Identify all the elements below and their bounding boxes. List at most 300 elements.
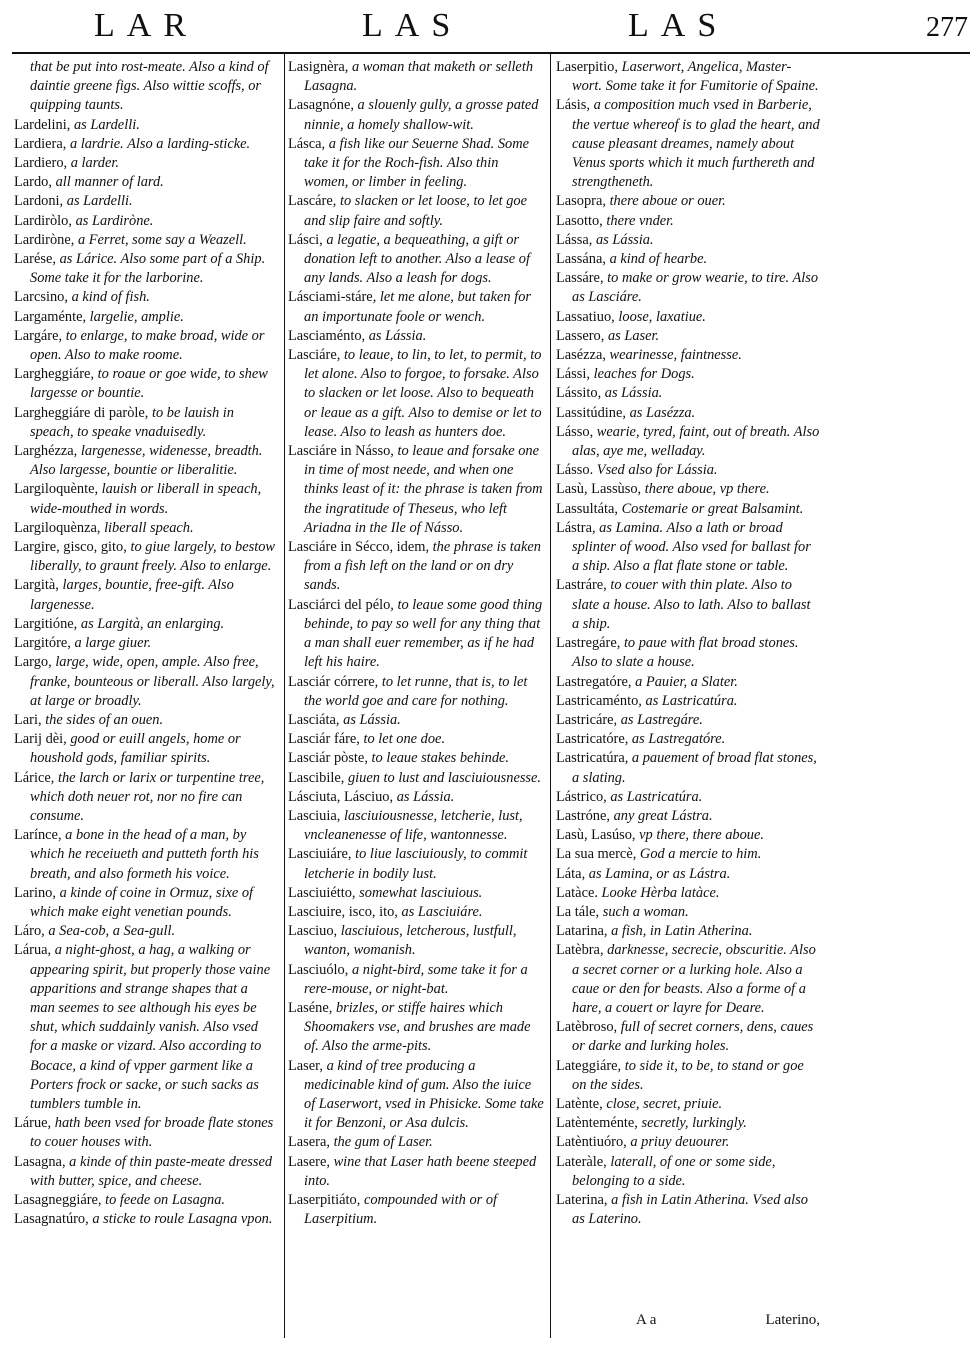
headword: La sua mercè, [556, 846, 637, 863]
headword: Lasciáre in Násso, [288, 443, 394, 460]
definition: as Lássia. [595, 231, 654, 248]
dictionary-entry [288, 769, 544, 788]
dictionary-entry [556, 308, 820, 327]
dictionary-entry [556, 500, 820, 519]
headword: Lasopra, [556, 193, 606, 210]
dictionary-entry [14, 327, 276, 365]
dictionary-entry [556, 730, 820, 749]
definition: to let one doe. [363, 731, 446, 748]
dictionary-entry [288, 538, 544, 596]
dictionary-entry [288, 788, 544, 807]
headword: Larghézza, [14, 443, 78, 460]
dictionary-entry [14, 480, 276, 518]
headword: Largitióne, [14, 615, 78, 632]
dictionary-entry [288, 231, 544, 289]
headword: Lardiròne, [14, 231, 75, 248]
headword: Lardelini, [14, 116, 71, 133]
headword: Largaménte, [14, 308, 87, 325]
dictionary-entry [556, 941, 820, 1018]
definition: Vsed also for Lássia. [596, 462, 718, 479]
definition: a Sea-cob, a Sea-gull. [48, 923, 176, 940]
definition: to roaue or goe wide, to shew largesse or bountie. [30, 366, 268, 402]
headword: Largità, [14, 577, 59, 594]
headword: Lateggiáre, [556, 1057, 622, 1074]
dictionary-entry [14, 135, 276, 154]
dictionary-entry [288, 999, 544, 1057]
definition: leaches for Dogs. [593, 366, 695, 383]
column-divider-1 [284, 54, 285, 1338]
headword: Lasciuia, [288, 807, 341, 824]
headword: Lásciami-stáre, [288, 289, 377, 306]
dictionary-entry [556, 749, 820, 787]
definition: good or euill angels, home or houshold gods, familiar spirits. [30, 731, 241, 767]
definition: to couer with thin plate. Also to slate a house. Also to lath. Also to ballast a ship. [572, 577, 811, 632]
dictionary-entry [14, 288, 276, 307]
headword: Lassána, [556, 251, 606, 268]
definition: the sides of an ouen. [45, 711, 164, 728]
definition: to liue lasciuiously, to commit letcherie in bodily lust. [304, 846, 528, 882]
headword: Lásci, [288, 231, 323, 248]
headword: Lássa, [556, 231, 593, 248]
definition: lasciuiousnesse, letcherie, lust, vncleanenesse of life, wantonnesse. [304, 807, 523, 844]
definition: loose, laxatiue. [618, 308, 706, 325]
dictionary-entry [288, 288, 544, 326]
headword: Largitóre, [14, 635, 71, 652]
headword: Latèntiuóro, [556, 1134, 627, 1151]
dictionary-entry [14, 308, 276, 327]
headword: Lasciuiétto, [288, 884, 356, 901]
dictionary-entry [556, 1114, 820, 1133]
definition: to let runne, that is, to let the world goe and care for nothing. [304, 673, 528, 709]
dictionary-entry [556, 711, 820, 730]
dictionary-entry [556, 922, 820, 941]
dictionary-entry [556, 346, 820, 365]
headword: Lardo, [14, 174, 52, 191]
headword: Lástra, [556, 519, 596, 536]
definition: Looke Hèrba latàce. [601, 884, 720, 901]
headword: Largo, [14, 654, 52, 671]
dictionary-entry [14, 1191, 276, 1210]
dictionary-entry [14, 769, 276, 827]
definition: giuen to lust and lasciuiousnesse. [347, 769, 542, 786]
dictionary-entry [14, 653, 276, 711]
definition: a night-bird, some take it for a rere-mouse, or night-bat. [304, 961, 528, 997]
dictionary-entry [14, 941, 276, 1114]
headword: Laserpitiáto, [288, 1191, 361, 1208]
definition: any great Lástra. [613, 807, 713, 824]
headword: Láro, [14, 923, 45, 940]
definition: to side it, to be, to stand or goe on the sides. [572, 1057, 804, 1093]
headword: Laterina, [556, 1191, 608, 1208]
definition: compounded with or of Laserpitium. [304, 1191, 498, 1228]
headword: Latarina, [556, 923, 608, 940]
headword: Lasciuólo, [288, 961, 349, 978]
headword: Lasù, Lassùso, [556, 481, 642, 498]
definition: to leaue stakes behinde. [371, 750, 510, 767]
headword: Largheggiáre di paròle, [14, 404, 149, 421]
definition: a Pauier, a Slater. [635, 673, 738, 690]
headword: Lasagnóne, [288, 97, 354, 114]
header-rule [12, 52, 970, 54]
dictionary-entry [556, 865, 820, 884]
headword: Lastricatóre, [556, 731, 629, 748]
headword: Lárua, [14, 942, 52, 959]
definition: as Lamina, or as Lástra. [588, 865, 731, 882]
headword: Lasciáta, [288, 711, 340, 728]
dictionary-entry [288, 596, 544, 673]
dictionary-entry [14, 192, 276, 211]
dictionary-entry [556, 231, 820, 250]
definition: to feede on Lasagna. [105, 1191, 226, 1208]
definition: all manner of lard. [55, 174, 164, 191]
headword: Laser, [288, 1057, 323, 1074]
dictionary-entry [556, 250, 820, 269]
dictionary-entry [14, 922, 276, 941]
definition: to leaue some good thing behinde, to pay so well for any thing that a man shall euer remember, as if he had left his haire. [304, 596, 543, 671]
headword: Latàce. [556, 884, 598, 901]
dictionary-entry [14, 884, 276, 922]
headword: Laséne, [288, 999, 333, 1016]
headword: Lasciuiáre, [288, 846, 352, 863]
definition: to leaue and forsake one in time of most neede, and when one thinks least of it: the phrase is taken from the ingratitude of Theseus, who left Ariadna in the Ile of Násso. [304, 443, 543, 536]
definition: liberall speach. [104, 519, 194, 536]
headword: Lardiera, [14, 135, 67, 152]
definition: close, secret, priuie. [606, 1095, 723, 1112]
headword: La tále, [556, 903, 600, 920]
dictionary-column-2 [288, 58, 544, 1229]
dictionary-entry [556, 1057, 820, 1095]
definition: that be put into rost-meate. Also a kind of daintie greene figs. Also wittie scoffs, or quipping taunts. [30, 59, 269, 114]
dictionary-entry [14, 58, 276, 116]
dictionary-entry [14, 231, 276, 250]
headword: Lassatiuo, [556, 308, 615, 325]
definition: a pauement of broad flat stones, a slating. [572, 750, 817, 786]
headword: Lastricáre, [556, 711, 618, 728]
dictionary-entry [556, 692, 820, 711]
headword: Lasagna, [14, 1153, 66, 1170]
headword: Lasciárci del pélo, [288, 596, 394, 613]
headword: Lassáre, [556, 270, 604, 287]
definition: largelie, amplie. [89, 308, 184, 325]
definition: wine that Laser hath beene steeped into. [304, 1153, 537, 1189]
headword: Lascáre, [288, 193, 337, 210]
definition: God a mercie to him. [639, 846, 762, 863]
definition: as Lardelli. [66, 193, 133, 210]
dictionary-entry [556, 807, 820, 826]
definition: a Ferret, some say a Weazell. [77, 231, 247, 248]
catchword: Laterino, [765, 1312, 820, 1328]
headword: Lásis, [556, 97, 590, 114]
headword: Lasagneggiáre, [14, 1191, 102, 1208]
definition: lauish or liberall in speach, wide-mouthed in words. [30, 481, 262, 517]
definition: as Lastregáre. [620, 711, 703, 728]
dictionary-entry [14, 576, 276, 614]
definition: secretly, lurkingly. [641, 1115, 747, 1132]
dictionary-entry [556, 1153, 820, 1191]
headword: Lastricaménto, [556, 692, 642, 709]
dictionary-entry [288, 961, 544, 999]
dictionary-entry [14, 173, 276, 192]
dictionary-entry [556, 212, 820, 231]
dictionary-entry [556, 384, 820, 403]
definition: brizles, or stiffe haires which Shoomakers vse, and brushes are made of. Also the arme-pits. [304, 999, 531, 1055]
definition: as Largità, an enlarging. [80, 615, 225, 632]
running-head-left: LAR [94, 7, 198, 44]
headword: Larij dèi, [14, 731, 67, 748]
headword: Lassultáta, [556, 500, 618, 517]
headword: Lastricatúra, [556, 750, 629, 767]
definition: somewhat lasciuious. [359, 884, 483, 901]
definition: darknesse, secrecie, obscuritie. Also a secret corner or a lurking hole. Also a caue or den for beasts. Also a forme of a hare, a couert or layre for Deare. [572, 942, 816, 1016]
headword: Lárice, [14, 769, 55, 786]
dictionary-entry [556, 788, 820, 807]
column-divider-2 [550, 54, 551, 1338]
dictionary-entry [14, 1210, 276, 1229]
headword: Larínce, [14, 827, 62, 844]
dictionary-entry [288, 96, 544, 134]
dictionary-entry [288, 884, 544, 903]
dictionary-entry [556, 1018, 820, 1056]
running-head-center: LAS [362, 7, 463, 44]
dictionary-entry [288, 442, 544, 538]
headword: Lasciuire, isco, ito, [288, 903, 398, 920]
dictionary-entry [556, 519, 820, 577]
headword: Lascibile, [288, 769, 345, 786]
definition: to enlarge, to make broad, wide or open. Also to make roome. [30, 327, 265, 364]
dictionary-entry [556, 845, 820, 864]
definition: a composition much vsed in Barberie, the vertue whereof is to glad the heart, and cause pleasant dreames, namely about Venus sports which it much furthereth and strengtheneth. [572, 97, 820, 191]
dictionary-entry [14, 1153, 276, 1191]
headword: Lasciuo, [288, 923, 338, 940]
definition: large, wide, open, ample. Also free, franke, bounteous or liberall. Also largely, at large or broadly. [30, 654, 275, 709]
definition: as Lasciuiáre. [401, 903, 483, 920]
dictionary-entry [556, 461, 820, 480]
dictionary-entry [14, 365, 276, 403]
definition: as Lássia. [604, 385, 663, 402]
headword: Lastráre, [556, 577, 607, 594]
definition: as Lastricatúra. [610, 788, 703, 805]
headword: Lássito, [556, 385, 602, 402]
headword: Lástrico, [556, 788, 607, 805]
dictionary-entry [14, 615, 276, 634]
dictionary-entry [556, 480, 820, 499]
dictionary-entry [288, 1133, 544, 1152]
dictionary-entry [288, 711, 544, 730]
definition: as Lássia. [368, 327, 427, 344]
headword: Lardoni, [14, 193, 64, 210]
dictionary-entry [14, 730, 276, 768]
headword: Largire, gisco, gito, [14, 539, 127, 556]
dictionary-entry [556, 96, 820, 192]
headword: Lastróne, [556, 807, 610, 824]
definition: as Lárice. Also some part of a Ship. Some take it for the larborine. [30, 251, 266, 287]
dictionary-entry [288, 192, 544, 230]
headword: Largiloquènza, [14, 519, 101, 536]
dictionary-entry [14, 634, 276, 653]
headword: Lasù, Lasúso, [556, 827, 636, 844]
definition: the larch or larix or turpentine tree, which doth neuer rot, nor no fire can consume. [30, 769, 265, 824]
dictionary-entry [556, 673, 820, 692]
dictionary-entry [288, 1057, 544, 1134]
headword: Largáre, [14, 327, 63, 344]
dictionary-entry [556, 634, 820, 672]
definition: the phrase is taken from a fish left on the land or on dry sands. [304, 539, 541, 594]
headword: Lassero, [556, 327, 605, 344]
definition: as Laser. [607, 327, 660, 344]
definition: largenesse, widenesse, breadth. Also largesse, bountie or liberalitie. [30, 443, 263, 479]
headword: Larino, [14, 884, 56, 901]
headword: Lardiero, [14, 155, 68, 172]
dictionary-entry [556, 884, 820, 903]
definition: a slouenly gully, a grosse pated ninnie, a homely shallow-wit. [304, 97, 539, 133]
dictionary-entry [288, 58, 544, 96]
definition: vp there, there aboue. [639, 827, 764, 844]
headword: Lari, [14, 711, 42, 728]
definition: to be lauish in speach, to speake vnaduisedly. [30, 404, 234, 440]
dictionary-entry [556, 192, 820, 211]
dictionary-entry [288, 845, 544, 883]
headword: Lasere, [288, 1153, 330, 1170]
definition: as Lastricatúra. [645, 692, 738, 709]
definition: to make or grow wearie, to tire. Also as Lasciáre. [572, 270, 819, 306]
headword: Lasézza, [556, 347, 606, 364]
definition: as Lássia. [396, 788, 455, 805]
dictionary-entry [288, 673, 544, 711]
headword: Lasciár pòste, [288, 750, 368, 767]
dictionary-entry [556, 269, 820, 307]
dictionary-entry [14, 154, 276, 173]
headword: Lasignèra, [288, 59, 349, 75]
definition: a kind of hearbe. [609, 251, 708, 268]
running-head [0, 0, 980, 56]
headword: Lasciáre in Sécco, idem, [288, 539, 430, 556]
definition: to slacken or let loose, to let goe and slip faire and softly. [304, 193, 527, 229]
dictionary-entry [556, 903, 820, 922]
headword: Lassitúdine, [556, 404, 626, 421]
definition: a lardrie. Also a larding-sticke. [69, 135, 251, 152]
definition: as Lamina. Also a lath or broad splinter of wood. Also vsed for ballast for a ship. Also a flat flate stone or table. [572, 519, 811, 575]
definition: a kind of fish. [71, 289, 150, 306]
headword: Lasciáre, [288, 347, 341, 364]
headword: Lásso. [556, 462, 594, 479]
definition: full of secret corners, dens, caues or darke and lurking holes. [572, 1019, 814, 1055]
definition: lasciuious, letcherous, lustfull, wanton, womanish. [304, 923, 517, 959]
dictionary-entry [556, 1191, 820, 1229]
dictionary-entry [288, 346, 544, 442]
headword: Lasciár fáre, [288, 731, 360, 748]
headword: Latèbra, [556, 942, 604, 959]
definition: wearie, tyred, faint, out of breath. Also alas, aye me, welladay. [572, 423, 820, 460]
headword: Latènteménte, [556, 1115, 638, 1132]
definition: a kinde of thin paste-meate dressed with butter, spice, and cheese. [30, 1153, 273, 1189]
headword: Lásso, [556, 423, 594, 440]
page-number: 277 [926, 12, 968, 43]
headword: Lasciár córrere, [288, 673, 379, 690]
headword: Lasera, [288, 1134, 330, 1151]
headword: Lásciuta, Lásciuo, [288, 788, 394, 805]
dictionary-entry [556, 1133, 820, 1152]
definition: the gum of Laser. [333, 1134, 433, 1151]
headword: Larcsino, [14, 289, 68, 306]
headword: Lasotto, [556, 212, 603, 229]
definition: a kind of tree producing a medicinable kind of gum. Also the iuice of Laserwort, vsed in Phisicke. Some take it for Benzoni, or Asa dulcis. [304, 1057, 544, 1132]
definition: a kinde of coine in Ormuz, sixe of which make eight venetian pounds. [30, 884, 254, 920]
dictionary-entry [14, 212, 276, 231]
definition: laterall, of one or some side, belonging to a side. [572, 1153, 776, 1189]
dictionary-entry [288, 730, 544, 749]
definition: a large giuer. [74, 635, 152, 652]
headword: Lasagnatúro, [14, 1211, 89, 1228]
headword: Lastregáre, [556, 635, 621, 652]
dictionary-entry [288, 749, 544, 768]
headword: Lasciaménto, [288, 327, 366, 344]
definition: a fish in Latin Atherina. Vsed also as Laterino. [572, 1191, 808, 1228]
headword: Larése, [14, 251, 56, 268]
page-footer [556, 1310, 820, 1338]
headword: Laserpitio, [556, 59, 618, 75]
headword: Lateràle, [556, 1153, 607, 1170]
dictionary-entry [14, 250, 276, 288]
definition: a woman that maketh or selleth Lasagna. [304, 59, 534, 95]
dictionary-entry [14, 826, 276, 884]
headword: Lásca, [288, 135, 326, 152]
dictionary-entry [14, 116, 276, 135]
definition: Laserwort, Angelica, Master-wort. Some take it for Fumitorie of Spaine. [572, 59, 819, 95]
definition: hath been vsed for broade flate stones to couer houses with. [30, 1115, 274, 1151]
dictionary-entry [556, 576, 820, 634]
headword: Largiloquènte, [14, 481, 99, 498]
definition: a sticke to roule Lasagna vpon. [92, 1211, 273, 1228]
dictionary-entry [14, 711, 276, 730]
dictionary-entry [288, 1153, 544, 1191]
dictionary-entry [14, 519, 276, 538]
running-head-right: LAS [628, 7, 729, 44]
headword: Láta, [556, 865, 586, 882]
headword: Latèbroso, [556, 1019, 618, 1036]
definition: a fish like our Seuerne Shad. Some take it for the Roch-fish. Also thin women, or limber in feeling. [304, 135, 529, 191]
definition: as Lardelli. [73, 116, 140, 133]
definition: to leaue, to lin, to let, to permit, to let alone. Also to forgoe, to forsake. Also to slacken or let loose. Also to bequeath or leaue as a gift. Also to demise or let to lease. Also to leash as hunters doe. [304, 347, 542, 440]
dictionary-entry [288, 1191, 544, 1229]
dictionary-entry [288, 807, 544, 845]
dictionary-column-3 [556, 58, 820, 1229]
definition: as Lardiròne. [75, 212, 154, 229]
definition: a bone in the head of a man, by which he receiueth and putteth forth his breath, and also formeth his voice. [30, 827, 259, 882]
dictionary-entry [288, 327, 544, 346]
headword: Lássi, [556, 366, 590, 383]
headword: Latènte, [556, 1095, 603, 1112]
dictionary-entry [556, 58, 820, 96]
definition: as Lastregatóre. [631, 731, 726, 748]
definition: let me alone, but taken for an importunate foole or wench. [304, 289, 531, 325]
headword: Lardiròlo, [14, 212, 72, 229]
dictionary-entry [14, 442, 276, 480]
dictionary-entry [556, 327, 820, 346]
definition: a legatie, a bequeathing, a gift or donation left to another. Also a lease of any lands. Also a leash for dogs. [304, 231, 530, 287]
definition: as Lasézza. [629, 404, 696, 421]
dictionary-entry [14, 538, 276, 576]
definition: there vnder. [606, 212, 674, 229]
dictionary-entry [14, 1114, 276, 1152]
dictionary-entry [14, 404, 276, 442]
headword: Lastregatóre, [556, 673, 632, 690]
headword: Largheggiáre, [14, 366, 95, 383]
headword: Lárue, [14, 1115, 52, 1132]
dictionary-entry [556, 1095, 820, 1114]
definition: Costemarie or great Balsamint. [621, 500, 804, 517]
dictionary-entry [556, 404, 820, 423]
dictionary-entry [556, 365, 820, 384]
